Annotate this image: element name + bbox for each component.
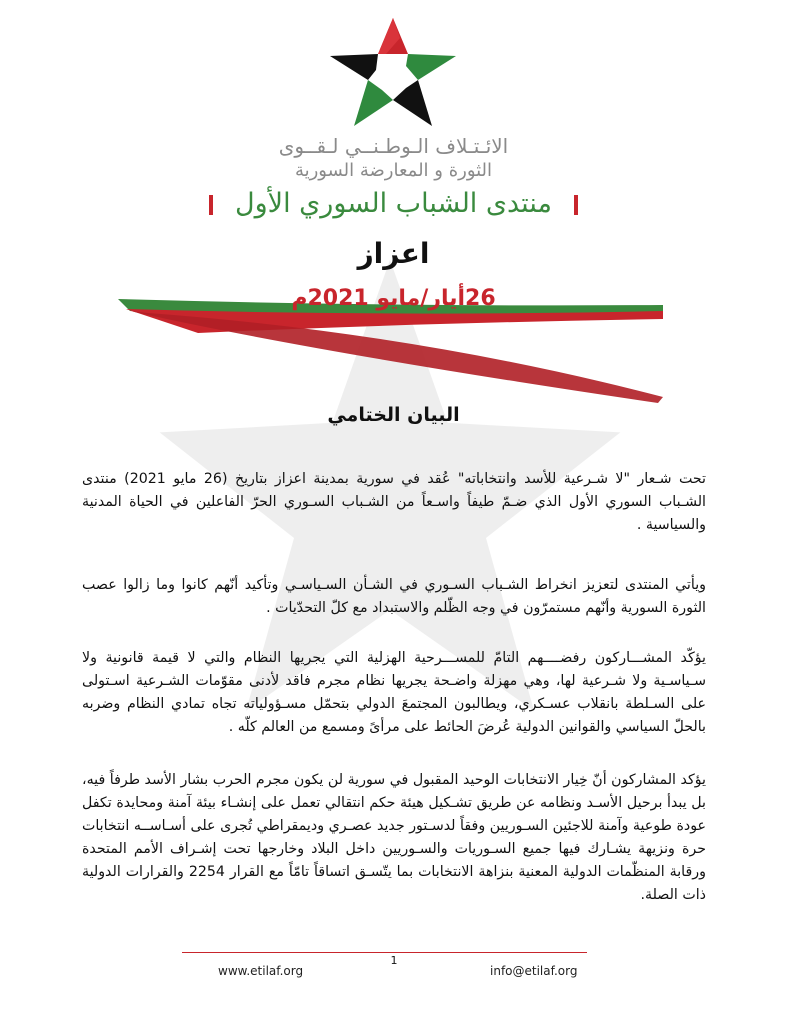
statement-title: البيان الختامي — [327, 404, 460, 426]
coalition-logo-star — [326, 14, 460, 130]
org-name-line2: الثورة و المعارضة السورية — [294, 160, 493, 181]
footer-email[interactable]: info@etilaf.org — [490, 964, 578, 978]
paragraph-2: ويأتي المنتدى لتعزيز انخراط الشـباب السـوري في الشـأن السـياسـي وتأكيد أنّهم كانوا وما زالوا عصب الثورة السورية وأنّهم مستمرّون في وجه الظّلم والاستبداد مع كلّ التحدّيات . — [82, 577, 706, 616]
footer-website[interactable]: www.etilaf.org — [218, 964, 304, 978]
red-bar-left — [574, 195, 578, 215]
paragraph-3: يؤكّد المشـــاركون رفضــــهم التامّ للمســـرحية الهزلية التي يجريها النظام والتي لا قيمة قانونية ولا سـياسـية ولا شـرعية لها، وهي مهزلة واضـحة يجريها نظام مجرم فاقد لأدنى مقوّمات الشـرعية اسـتولى على السـلطة بانقلاب عسـكري، ويطالبون المجتمعَ الدولي بتحمّل مسـؤولياته تجاه تمادي النظام وضربه بالحلّ السياسي والقوانين الدولية عُرضَ الحائط على مرأىً ومسمع من العالم كلّه . — [82, 650, 706, 735]
forum-title-text: منتدى الشباب السوري الأول — [235, 188, 552, 219]
red-bar-right — [209, 195, 213, 215]
city-title: اعزاز — [357, 237, 430, 270]
forum-title — [120, 188, 667, 219]
paragraph-4: يؤكد المشاركون أنّ خِيار الانتخابات الوحيد المقبول في سورية لن يكون مجرم الحرب بشار الأسد طرفاً فيه، بل يبدأ برحيل الأسـد ونظامه عن طريق تشـكيل هيئة حكم انتقالي تعمل على إنشـاء بيئة آمنة ومحايدة تكفل عودة طوعية وآمنة للاجئين السـوريين وفقاً لدسـتور جديد عصـري وديمقراطي تُجرى على أسـاســه انتخابات حرة ونزيهة يشـارك فيها جميع السـوريات والسـوريين داخل البلاد وخارجها تحت إشـراف الأمم المتحدة ورقابة المنظّمات الدولية المعنية بنزاهة الانتخابات بما يتّسـق اتساقاً تامّاً مع القرار 2254 والقرارات الدولية ذات الصلة. — [82, 772, 706, 903]
event-date: 26أيار/مايو 2021م — [291, 286, 496, 311]
footer-divider — [182, 952, 587, 953]
page-number: 1 — [390, 954, 398, 967]
org-name-line1: الائـتـلاف الـوطـنــي لـقــوى — [278, 134, 509, 158]
paragraph-1: تحت شـعار "لا شـرعية للأسد وانتخاباته" عُقد في سورية بمدينة اعزاز بتاريخ (26 مايو 2021) منتدى الشـباب السوري الأول الذي ضـمّ طيفاً واسـعاً من الشـباب السـوري الحرّ الفاعلين في الحياة المدنية والسياسية . — [82, 471, 706, 533]
